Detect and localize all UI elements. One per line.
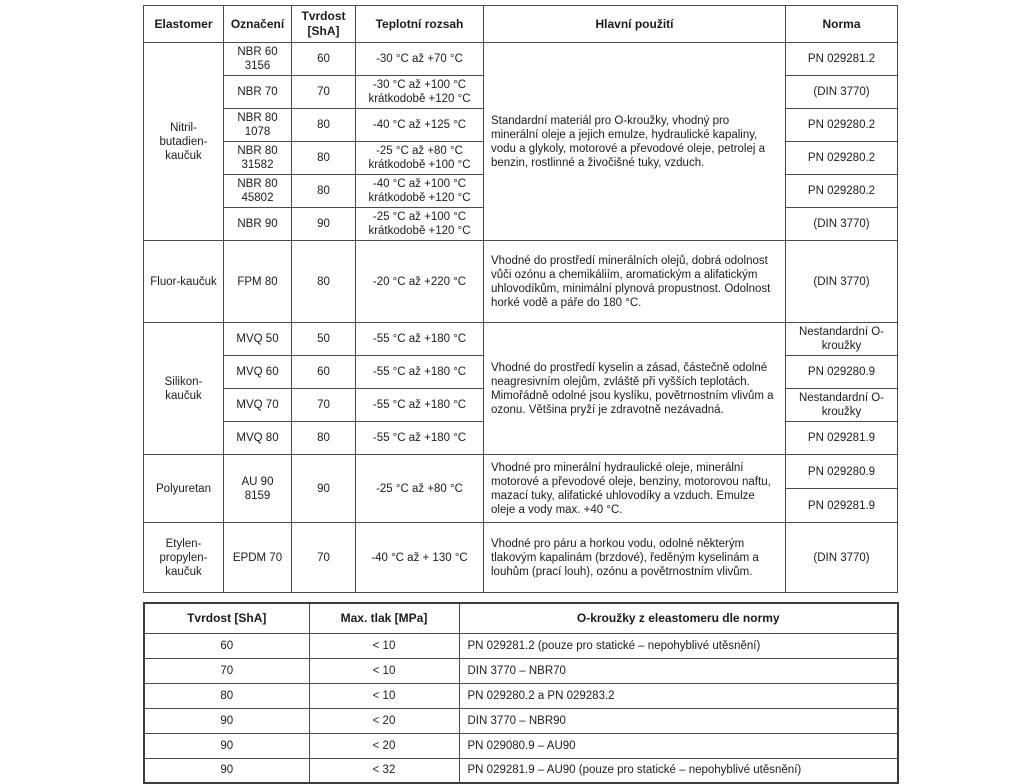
cell-max-pressure: < 32	[309, 758, 459, 783]
cell-temp-range: -25 °C až +80 °C krátkodobě +100 °C	[356, 142, 484, 175]
cell-elastomer: Nitril-butadien-kaučuk	[144, 43, 224, 241]
table-row	[144, 43, 898, 76]
header-temp-range: Teplotní rozsah	[356, 6, 484, 43]
cell-designation: NBR 70	[224, 76, 292, 109]
cell-oring-norm: DIN 3770 – NBR90	[459, 708, 898, 733]
cell-hardness: 70	[292, 523, 356, 593]
document-page	[0, 5, 1024, 777]
cell-norm: PN 029281.2	[786, 43, 898, 76]
cell-norm: (DIN 3770)	[786, 208, 898, 241]
table1-header-row	[144, 6, 898, 43]
header-oring-norm: O-kroužky z eleastomeru dle normy	[459, 603, 898, 633]
cell-elastomer: Fluor-kaučuk	[144, 241, 224, 323]
cell-oring-norm: PN 029281.9 – AU90 (pouze pro statické – nepohyblivé utěsnění)	[459, 758, 898, 783]
table-row	[144, 658, 898, 683]
cell-temp-range: -55 °C až +180 °C	[356, 422, 484, 455]
cell-hardness: 70	[144, 658, 309, 683]
cell-hardness: 80	[292, 241, 356, 323]
cell-hardness: 80	[292, 109, 356, 142]
cell-designation: MVQ 60	[224, 356, 292, 389]
cell-max-pressure: < 10	[309, 658, 459, 683]
cell-max-pressure: < 20	[309, 708, 459, 733]
table-row	[144, 455, 898, 489]
cell-usage: Vhodné do prostředí minerálních olejů, dobrá odolnost vůči ozónu a chemikáliím, aromatickým a alifatickým uhlovodíkům, minimální plynová propustnost. Odolnost horké vodě a páře do 180 °C.	[484, 241, 786, 323]
cell-norm: Nestandardní O-kroužky	[786, 389, 898, 422]
cell-max-pressure: < 10	[309, 633, 459, 658]
cell-temp-range: -55 °C až +180 °C	[356, 356, 484, 389]
cell-norm: PN 029280.9	[786, 455, 898, 489]
cell-temp-range: -40 °C až + 130 °C	[356, 523, 484, 593]
cell-hardness: 60	[292, 356, 356, 389]
cell-temp-range: -30 °C až +100 °C krátkodobě +120 °C	[356, 76, 484, 109]
elastomer-spec-table	[143, 5, 898, 593]
cell-hardness: 80	[292, 142, 356, 175]
cell-designation: EPDM 70	[224, 523, 292, 593]
table2-header-row	[144, 603, 898, 633]
cell-temp-range: -40 °C až +100 °C krátkodobě +120 °C	[356, 175, 484, 208]
cell-temp-range: -55 °C až +180 °C	[356, 389, 484, 422]
cell-hardness: 70	[292, 76, 356, 109]
cell-norm: (DIN 3770)	[786, 523, 898, 593]
cell-norm: Nestandardní O-kroužky	[786, 323, 898, 356]
cell-temp-range: -20 °C až +220 °C	[356, 241, 484, 323]
cell-temp-range: -25 °C až +80 °C	[356, 455, 484, 523]
cell-usage: Vhodné pro páru a horkou vodu, odolné některým tlakovým kapalinám (brzdové), ředěným kyselinám a louhům (prací louh), ozónu a povětrnostním vlivům.	[484, 523, 786, 593]
cell-hardness: 50	[292, 323, 356, 356]
cell-designation: MVQ 80	[224, 422, 292, 455]
cell-hardness: 90	[292, 208, 356, 241]
cell-norm: PN 029280.9	[786, 356, 898, 389]
pressure-rating-table	[143, 602, 899, 784]
cell-temp-range: -55 °C až +180 °C	[356, 323, 484, 356]
table-row	[144, 323, 898, 356]
table-row	[144, 708, 898, 733]
table-row	[144, 523, 898, 593]
cell-hardness: 90	[144, 708, 309, 733]
cell-hardness: 90	[144, 733, 309, 758]
cell-designation: NBR 90	[224, 208, 292, 241]
cell-designation: MVQ 50	[224, 323, 292, 356]
cell-usage: Vhodné pro minerální hydraulické oleje, minerální motorové a převodové oleje, benziny, motorovou naftu, mazací tuky, alifatické uhlovodíky a vzduch. Emulze oleje a vody max. +40 °C.	[484, 455, 786, 523]
cell-norm: PN 029280.2	[786, 175, 898, 208]
cell-designation: NBR 60 3156	[224, 43, 292, 76]
table-row	[144, 241, 898, 323]
cell-norm: PN 029281.9	[786, 422, 898, 455]
table-row	[144, 633, 898, 658]
cell-designation: AU 90 8159	[224, 455, 292, 523]
header-main-use: Hlavní použití	[484, 6, 786, 43]
table-row	[144, 733, 898, 758]
table-row	[144, 683, 898, 708]
cell-designation: FPM 80	[224, 241, 292, 323]
cell-norm: PN 029281.9	[786, 489, 898, 523]
header-hardness: Tvrdost [ShA]	[144, 603, 309, 633]
cell-hardness: 80	[292, 422, 356, 455]
cell-max-pressure: < 20	[309, 733, 459, 758]
cell-temp-range: -30 °C až +70 °C	[356, 43, 484, 76]
cell-norm: (DIN 3770)	[786, 241, 898, 323]
cell-temp-range: -25 °C až +100 °C krátkodobě +120 °C	[356, 208, 484, 241]
cell-oring-norm: DIN 3770 – NBR70	[459, 658, 898, 683]
cell-temp-range: -40 °C až +125 °C	[356, 109, 484, 142]
cell-hardness: 80	[292, 175, 356, 208]
header-norm: Norma	[786, 6, 898, 43]
cell-elastomer: Silikon-kaučuk	[144, 323, 224, 455]
header-designation: Označení	[224, 6, 292, 43]
cell-hardness: 90	[144, 758, 309, 783]
cell-elastomer: Etylen-propylen-kaučuk	[144, 523, 224, 593]
cell-hardness: 60	[292, 43, 356, 76]
header-hardness: Tvrdost [ShA]	[292, 6, 356, 43]
header-elastomer: Elastomer	[144, 6, 224, 43]
cell-norm: PN 029280.2	[786, 142, 898, 175]
cell-usage: Standardní materiál pro O-kroužky, vhodný pro minerální oleje a jejich emulze, hydraulické kapaliny, vodu a glykoly, motorové a převodové oleje, petrolej a benzin, rostlinné a živočišné tuky, vzduch.	[484, 43, 786, 241]
cell-designation: MVQ 70	[224, 389, 292, 422]
cell-norm: PN 029280.2	[786, 109, 898, 142]
cell-hardness: 60	[144, 633, 309, 658]
cell-oring-norm: PN 029080.9 – AU90	[459, 733, 898, 758]
cell-designation: NBR 80 1078	[224, 109, 292, 142]
header-max-pressure: Max. tlak [MPa]	[309, 603, 459, 633]
cell-oring-norm: PN 029280.2 a PN 029283.2	[459, 683, 898, 708]
cell-designation: NBR 80 31582	[224, 142, 292, 175]
cell-hardness: 90	[292, 455, 356, 523]
cell-elastomer: Polyuretan	[144, 455, 224, 523]
cell-max-pressure: < 10	[309, 683, 459, 708]
cell-hardness: 70	[292, 389, 356, 422]
cell-norm: (DIN 3770)	[786, 76, 898, 109]
cell-usage: Vhodné do prostředí kyselin a zásad, částečně odolné neagresivním olejům, zvláště při vyšších teplotách. Mimořádně odolné jsou kyslíku, povětrnostním vlivům a ozonu. Většina pryží je zdravotně nezávadná.	[484, 323, 786, 455]
table-row	[144, 758, 898, 783]
cell-designation: NBR 80 45802	[224, 175, 292, 208]
cell-hardness: 80	[144, 683, 309, 708]
cell-oring-norm: PN 029281.2 (pouze pro statické – nepohyblivé utěsnění)	[459, 633, 898, 658]
